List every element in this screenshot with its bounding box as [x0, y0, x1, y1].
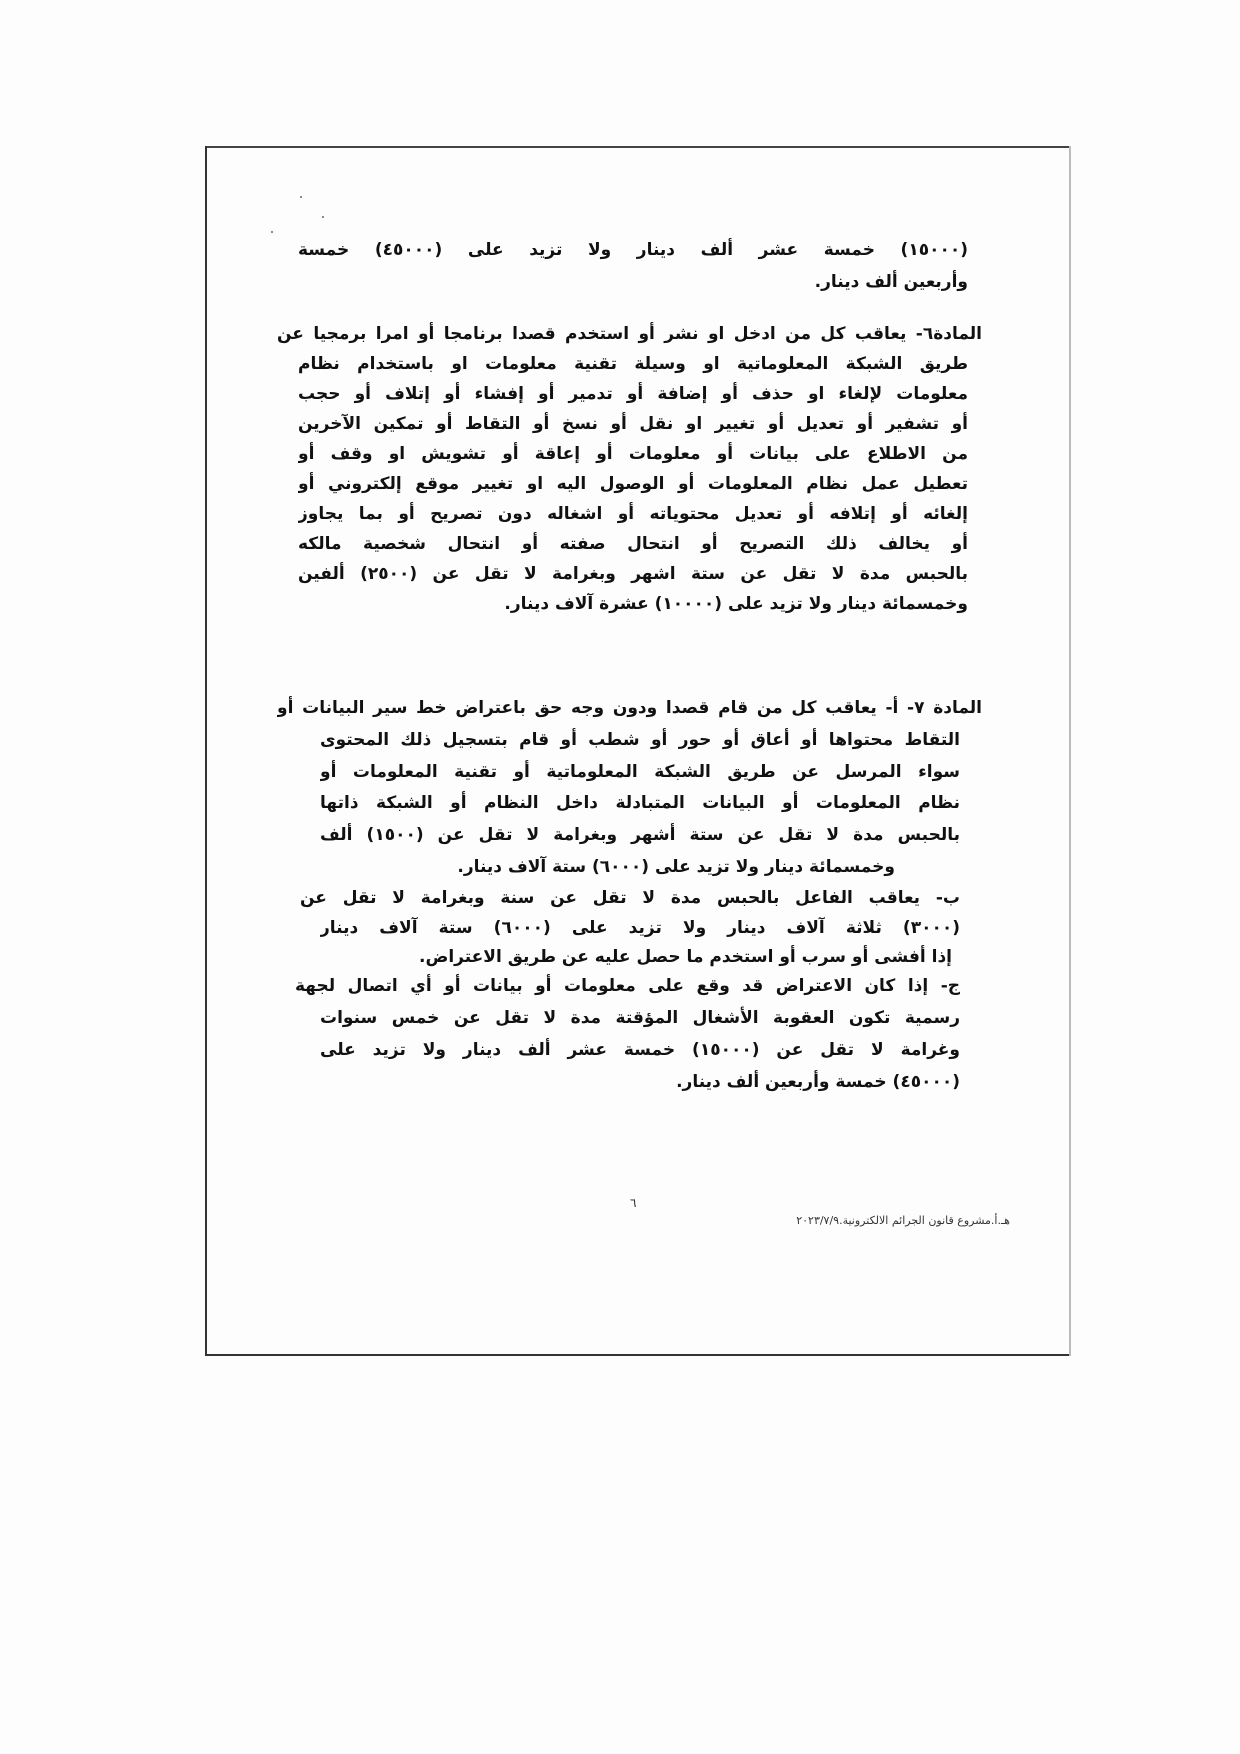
text-line: ب- يعاقب الفاعل بالحبس مدة لا تقل عن سنة وبغرامة لا تقل عن	[300, 888, 960, 908]
text-line: طريق الشبكة المعلوماتية او وسيلة تقنية معلومات او باستخدام نظام	[298, 354, 968, 374]
text-line: وأربعين ألف دينار.	[814, 272, 968, 292]
page-frame-right	[1069, 146, 1071, 1356]
text-line: بالحبس مدة لا تقل عن ستة أشهر وبغرامة لا تقل عن (١٥٠٠) ألف	[320, 825, 960, 845]
text-line: أو يخالف ذلك التصريح أو انتحال صفته أو انتحال شخصية مالكه	[298, 534, 968, 554]
text-line: نظام المعلومات أو البيانات المتبادلة داخل النظام أو الشبكة ذاتها	[320, 793, 960, 813]
text-line: ج- إذا كان الاعتراض قد وقع على معلومات أو بيانات أو أي اتصال لجهة	[295, 976, 960, 996]
scan-speck	[300, 196, 302, 198]
page-frame-bottom	[205, 1354, 1071, 1356]
scan-speck	[271, 231, 273, 233]
page-frame-top	[206, 146, 1070, 148]
text-line: إلغائه أو إتلافه أو تعديل محتوياته أو اشغاله دون تصريح أو بما يجاوز	[298, 504, 968, 524]
text-line: بالحبس مدة لا تقل عن ستة اشهر وبغرامة لا تقل عن (٢٥٠٠) ألفين	[298, 564, 968, 584]
text-line: وغرامة لا تقل عن (١٥٠٠٠) خمسة عشر ألف دينار ولا تزيد على	[320, 1040, 960, 1060]
text-line: وخمسمائة دينار ولا تزيد على (١٠٠٠٠) عشرة آلاف دينار.	[504, 594, 968, 614]
text-line: المادة ٧- أ- يعاقب كل من قام قصدا ودون وجه حق باعتراض خط سير البيانات أو	[277, 698, 982, 718]
text-line: التقاط محتواها أو أعاق أو حور أو شطب أو قام بتسجيل ذلك المحتوى	[320, 730, 960, 750]
text-line: المادة٦- يعاقب كل من ادخل او نشر أو استخدم قصدا برنامجا أو امرا برمجيا عن	[277, 324, 982, 344]
text-line: (٣٠٠٠) ثلاثة آلاف دينار ولا تزيد على (٦٠٠٠) ستة آلاف دينار	[320, 918, 960, 938]
page-frame-left	[205, 146, 207, 1356]
text-line: أو تشفير أو تعديل أو تغيير او نقل أو نسخ أو التقاط أو تمكين الآخرين	[298, 414, 968, 434]
text-line: معلومات لإلغاء او حذف أو إضافة أو تدمير أو إفشاء أو إتلاف أو حجب	[298, 384, 968, 404]
text-line: رسمية تكون العقوبة الأشغال المؤقتة مدة لا تقل عن خمس سنوات	[320, 1008, 960, 1028]
text-line: (٤٥٠٠٠) خمسة وأربعين ألف دينار.	[676, 1072, 960, 1092]
page-number: ٦	[630, 1196, 637, 1210]
scan-speck	[322, 216, 324, 218]
text-line: (١٥٠٠٠) خمسة عشر ألف دينار ولا تزيد على (٤٥٠٠٠) خمسة	[298, 240, 968, 260]
text-line: وخمسمائة دينار ولا تزيد على (٦٠٠٠) ستة آلاف دينار.	[457, 857, 895, 877]
text-line: سواء المرسل عن طريق الشبكة المعلوماتية أو تقنية المعلومات أو	[320, 762, 960, 782]
text-line: إذا أفشى أو سرب أو استخدم ما حصل عليه عن طريق الاعتراض.	[419, 947, 952, 967]
text-line: تعطيل عمل نظام المعلومات أو الوصول اليه او تغيير موقع إلكتروني أو	[298, 474, 968, 494]
footer-reference: هـ.أ.مشروع قانون الجرائم الالكترونية.٢٠٢٣/٧/٩	[796, 1214, 1010, 1227]
text-line: من الاطلاع على بيانات أو معلومات أو إعاقة أو تشويش او وقف أو	[298, 444, 968, 464]
